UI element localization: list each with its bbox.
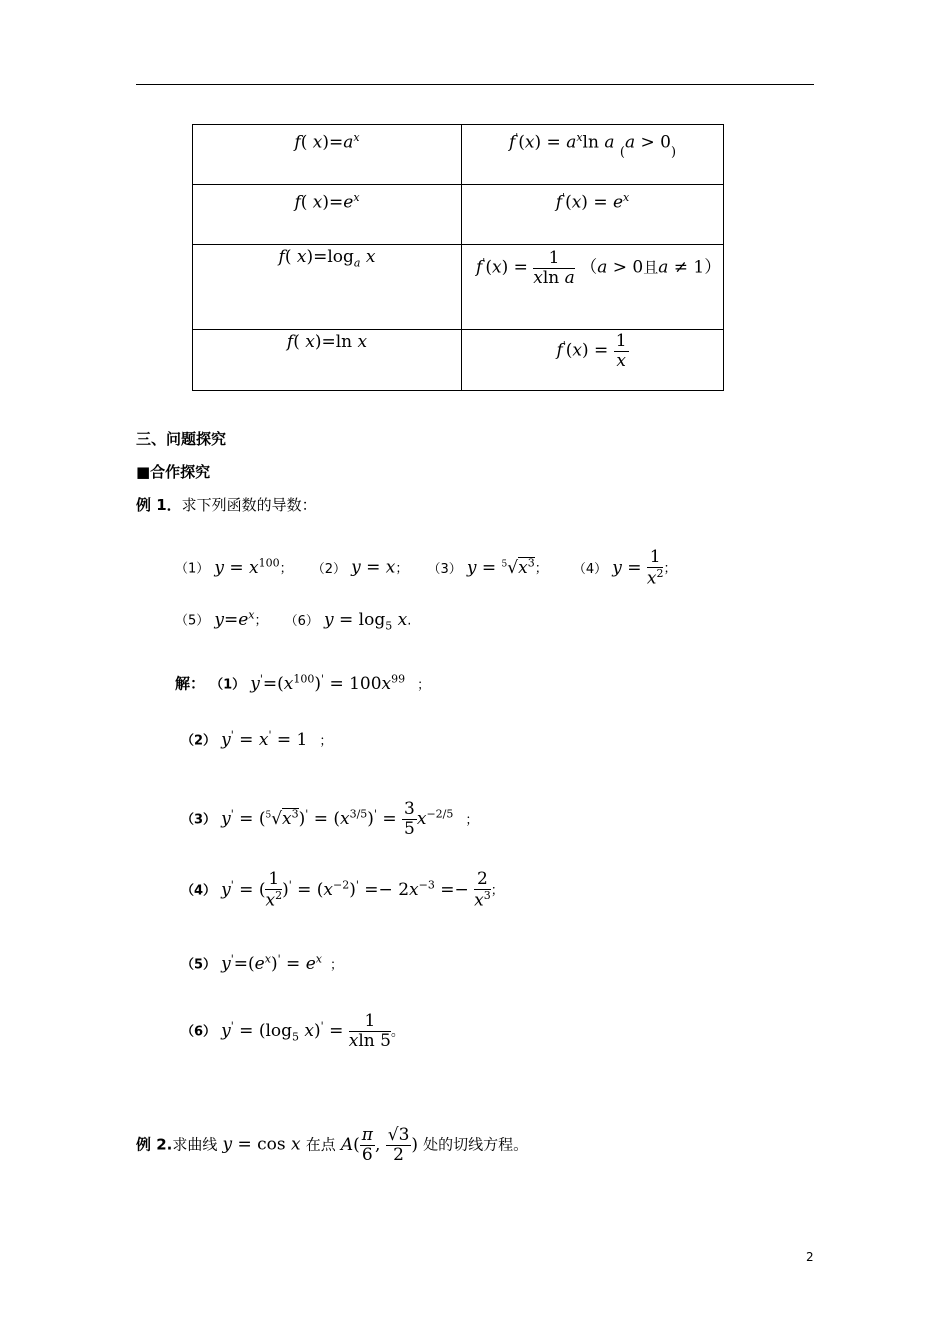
exercise-row-2: （5） $y=e^x$； （6） $y = \log_5 x$. — [175, 608, 412, 633]
solution-step-6: （6） $y' = (\log_5$ x)' = $\frac{1}{xln 5}$ 。 — [181, 1011, 404, 1051]
and-label: 且 — [643, 258, 659, 277]
item-label: （5） — [175, 613, 210, 629]
solution-step-5: （5） $y'=(e^x)' = e^x$ ； — [181, 952, 343, 974]
subheading: ■合作探究 — [136, 463, 211, 481]
example1-text: 求下列函数的导数： — [181, 496, 317, 514]
page-number: 2 — [806, 1250, 814, 1264]
example2-label: 例 2. — [136, 1135, 173, 1154]
item-label: （2） — [311, 561, 347, 577]
table-cell: f'(x) = $\frac{1}{\text{xln a}}$ （a > 0且a ≠ 1） — [462, 245, 724, 330]
table-cell: f( $x)=a^x$ — [193, 125, 462, 185]
solution-step-4: （4） y' = ( $\frac{1}{x^2}$ )$' = (x^{-2})' =- 2x^{-3}$ =− $\frac{2}{x^3}$ ； — [181, 869, 504, 911]
item-label: （3） — [427, 561, 462, 577]
table-cell: f( $x)=e^x$ — [193, 185, 462, 245]
section-heading: 三、问题探究 — [136, 430, 227, 448]
table-cell: f'(x) = $\frac{1}{x}$ — [462, 330, 724, 391]
exercise-row-1: （1） $y = x^{100}$； （2） y = x； （3） $y = ^5√x^3$； （4） y = $\frac{1}{x^2}$ ； — [175, 547, 677, 589]
table-cell: $f'(x) = e^x$ — [462, 185, 724, 245]
example2: 例 2.求曲线 y = cos x 在点 A( $\frac{\pi}{6}$ , $\frac{√3}{2}$ ) 处的切线方程。 — [136, 1125, 529, 1165]
table-cell: f( $x)=\log_a$ x — [193, 245, 462, 330]
item-label: （1） — [175, 561, 210, 577]
derivative-table — [192, 124, 724, 391]
example1-label: 例 1． — [136, 496, 182, 514]
item-label: （4） — [572, 561, 608, 577]
solution-step-2: （2） y' = x' = 1 ； — [181, 728, 333, 750]
solution-label: 解： — [175, 674, 206, 693]
table-cell: $f'(x) = a^x\ln$ a $_(a > 0_)$ — [462, 125, 724, 185]
table-cell: f( x)=ln x — [193, 330, 462, 391]
solution-step-1: 解： （1） $y'=(x^{100})' = 100x^{99}$ ； — [175, 672, 431, 694]
item-label: （6） — [284, 613, 319, 629]
solution-step-3: （3） $y' = (^5√x^3)' = (x^{3/5})'$ = $\frac{3}{5}$ $x^{-2/5}$ ； — [181, 799, 479, 839]
header-rule — [136, 84, 814, 85]
